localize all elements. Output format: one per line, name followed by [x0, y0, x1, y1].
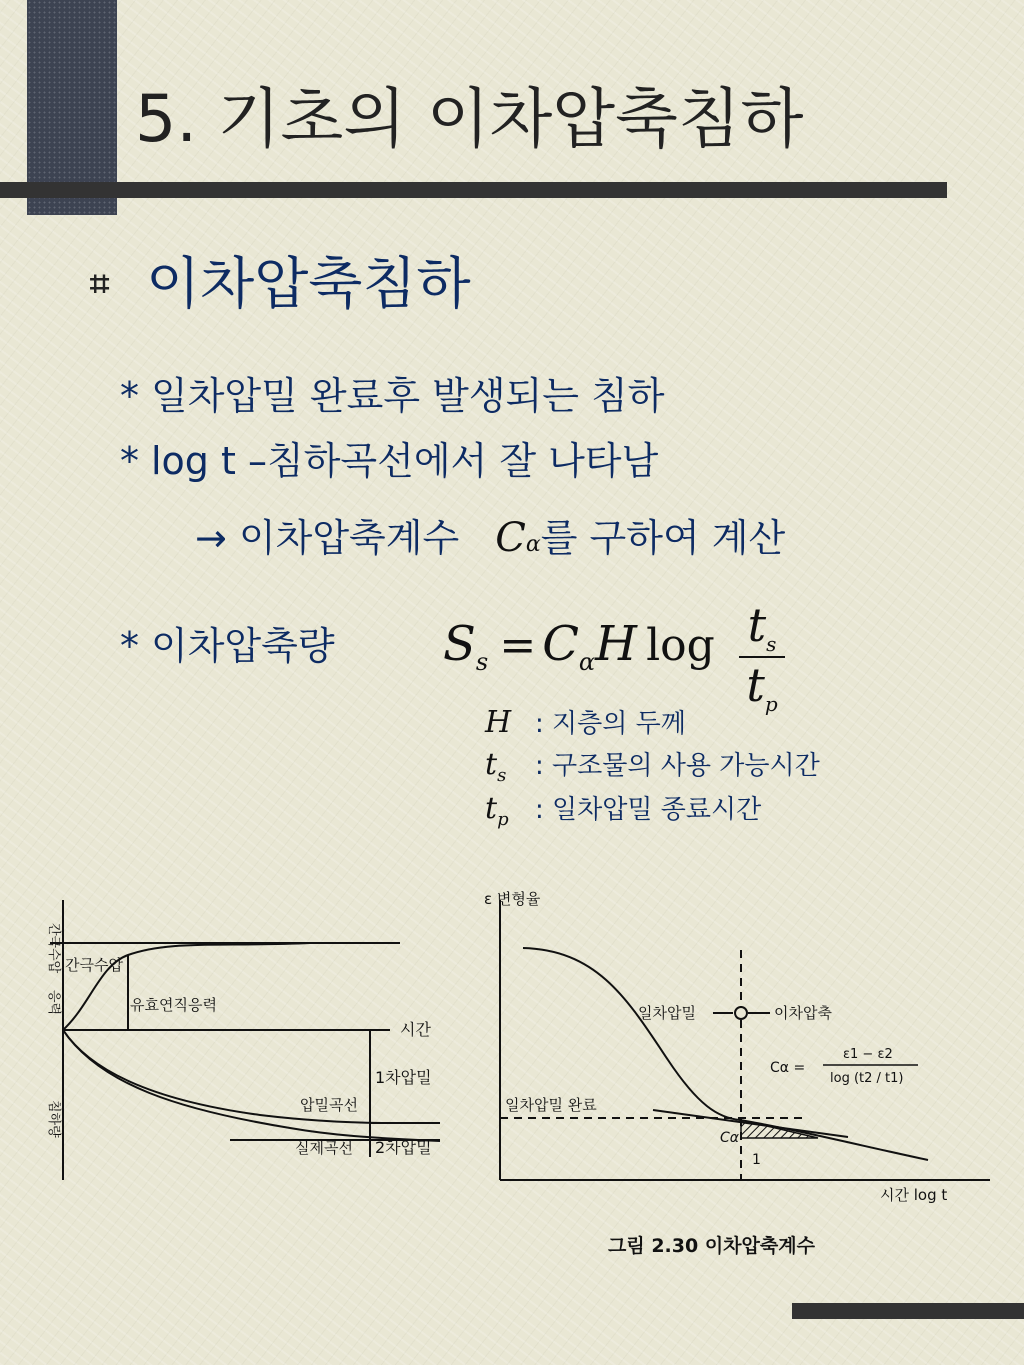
title-underline: [0, 182, 947, 198]
formula-denominator: t: [746, 658, 765, 712]
ca-mark: Cα: [720, 1130, 740, 1146]
axis-label-pore: 간극수압: [46, 923, 61, 974]
hash-bullet-icon: ⌗: [90, 264, 110, 304]
label-end-primary: 일차압밀 완료: [505, 1096, 597, 1114]
figure-caption: 그림 2.30 이차압축계수: [608, 1235, 815, 1257]
formula-h: H: [595, 616, 637, 672]
legend-desc: : 구조물의 사용 가능시간: [535, 751, 820, 781]
right-arrow-icon: →: [195, 516, 227, 560]
coefficient-subscript: α: [525, 532, 541, 557]
formula-denominator-sub: p: [764, 692, 778, 716]
section-heading-text: 이차압축침하: [146, 252, 471, 317]
ca-formula-denominator: log (t2 / t1): [830, 1071, 904, 1086]
star-bullet: *: [120, 374, 139, 418]
secondary-compression-figure: [478, 880, 998, 1265]
label-secondary: 2차압밀: [375, 1138, 432, 1157]
ca-formula-numerator: ε1 − ε2: [843, 1047, 893, 1062]
legend-symbol: H: [485, 705, 512, 740]
label-actual-curve: 실제곡선: [295, 1139, 353, 1157]
star-bullet: *: [120, 624, 139, 668]
bullet-item-1: [120, 365, 664, 420]
formula-equals: =: [499, 620, 537, 671]
label-effective-stress: 유효연직응력: [130, 996, 217, 1014]
legend-desc: : 일차압밀 종료시간: [535, 795, 762, 825]
label-time: 시간: [400, 1020, 431, 1039]
legend-row-h: [485, 703, 686, 740]
axis-label-stress: 응력: [46, 990, 61, 1016]
formula-fraction: [738, 598, 786, 716]
legend-symbol: $t_p$: [485, 791, 509, 830]
slope-one-label: 1: [752, 1152, 761, 1168]
label-pore-pressure: 간극수압: [65, 956, 123, 974]
arrow-line-text: 이차압축계수: [238, 516, 460, 560]
bullet-text: 이차압축량: [151, 624, 335, 668]
transition-marker: [735, 1007, 747, 1019]
label-primary-consolidation: 일차압밀: [638, 1004, 696, 1022]
bullet-text: 일차압밀 완료후 발생되는 침하: [151, 374, 665, 418]
section-heading: [90, 240, 471, 320]
formula-lhs: S: [443, 616, 476, 672]
formula-numerator-sub: s: [766, 632, 777, 656]
star-bullet: *: [120, 439, 139, 483]
arrow-line-suffix: 를 구하여 계산: [540, 516, 786, 560]
y-axis-label: ε 변형율: [484, 890, 541, 908]
bullet-item-3: [120, 615, 335, 670]
formula-c: C: [542, 616, 579, 672]
formula-log: log: [646, 620, 715, 671]
formula-lhs-sub: s: [475, 648, 489, 676]
legend-row-ts: [485, 745, 820, 786]
legend-symbol: $t_s$: [485, 747, 507, 786]
axis-label-settlement: 침하량: [46, 1100, 61, 1138]
formula-numerator: t: [747, 598, 767, 652]
formula-c-sub: α: [578, 648, 596, 676]
legend-row-tp: [485, 789, 761, 830]
label-secondary-compression: 이차압축: [774, 1004, 832, 1022]
slide-title: 5. 기초의 이차압축침하: [135, 82, 804, 157]
legend-desc: : 지층의 두께: [535, 709, 686, 739]
arrow-line: [195, 507, 785, 562]
bullet-text: log t –침하곡선에서 잘 나타남: [151, 439, 659, 483]
label-primary: 1차압밀: [375, 1068, 432, 1087]
coefficient-symbol: C: [495, 515, 526, 561]
consolidation-figure: [30, 895, 450, 1185]
label-consolidation-curve: 압밀곡선: [300, 1096, 358, 1114]
secondary-compression-formula: [443, 598, 788, 716]
hatched-slope-area: [741, 1120, 818, 1138]
bullet-item-2: [120, 430, 658, 485]
x-axis-label: 시간 log t: [880, 1186, 948, 1204]
bottom-accent-bar: [792, 1303, 1024, 1319]
ca-formula-lhs: Cα =: [770, 1060, 806, 1076]
